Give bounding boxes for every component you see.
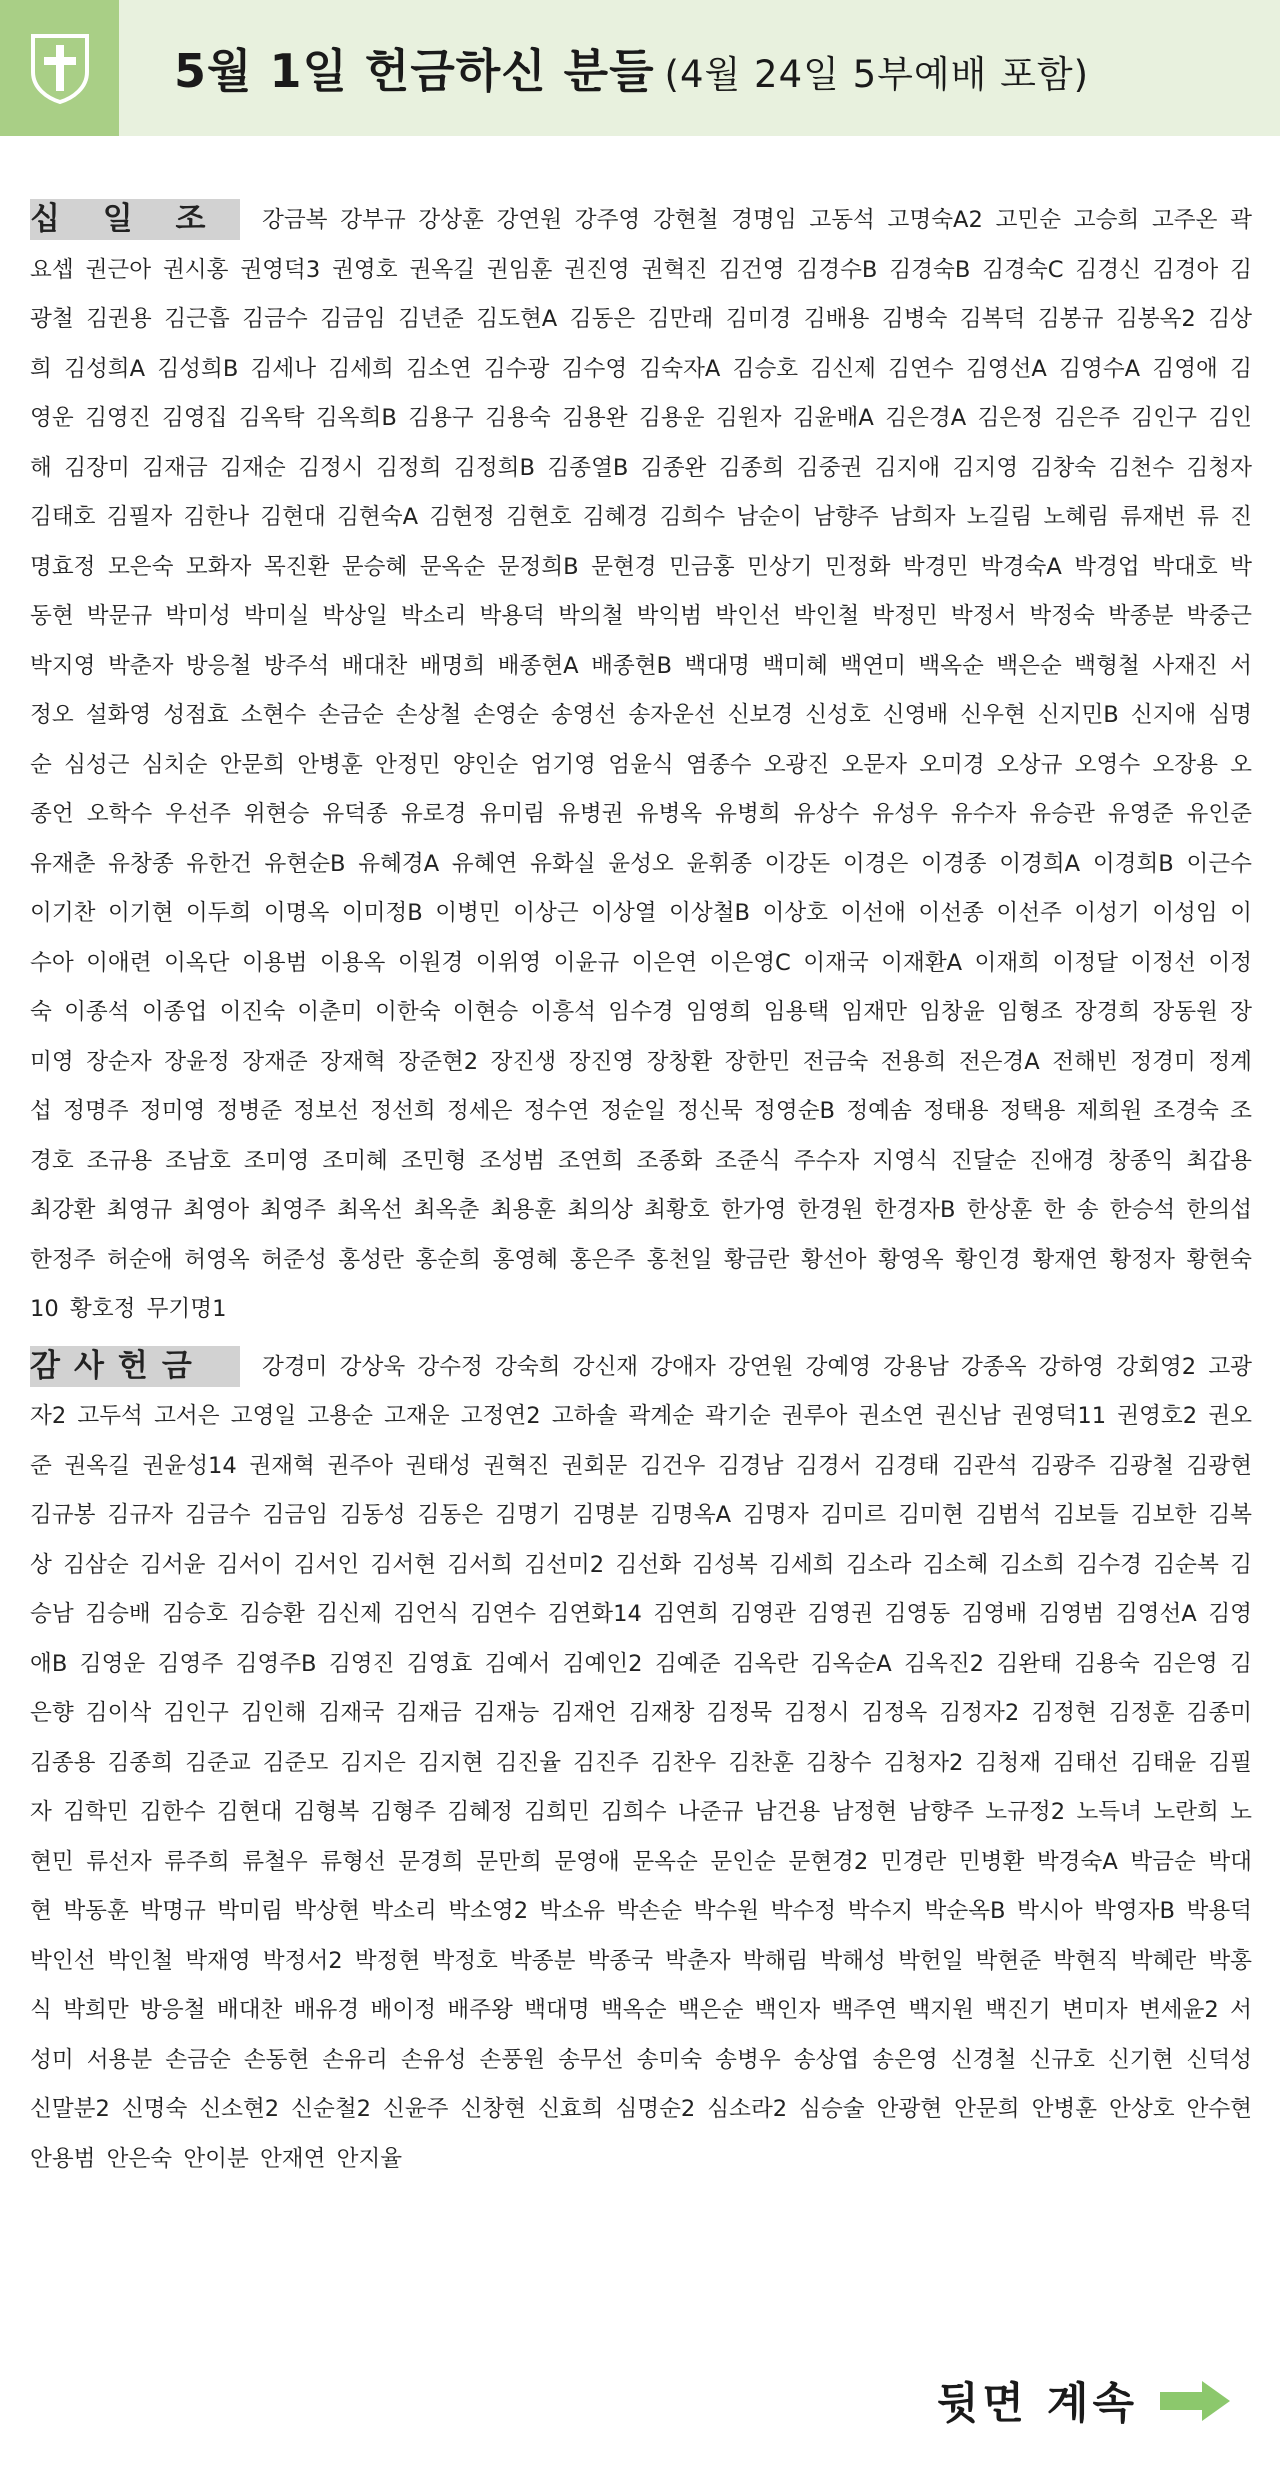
thanksgiving-names: 강경미 강상욱 강수정 강숙희 강신재 강애자 강연원 강예영 강용남 강종옥 강하영 강회영2 고광자2 고두석 고서은 고영일 고용순 고재운 고정연2 고하솔 곽계순 곽기순 권루아 권소연 권신남 권영덕11 권영호2 권오준 권옥길 권윤성14 권재혁 권주아 권태성 권혁진 권회문 김건우 김경남 김경서 김경태 김관석 김광주 김광철 김광현 김규봉 김규자 김금수 김금임 김동성 김동은 김명기 김명분 김명옥A 김명자 김미르 김미현 김범석 김보들 김보한 김복상 김삼순 김서윤 김서이 김서인 김서현 김서희 김선미2 김선화 김성복 김세희 김소라 김소혜 김소희 김수경 김순복 김승남 김승배 김승호 김승환 김신제 김언식 김연수 김연화14 김연희 김영관 김영권 김영동 김영배 김영범 김영선A 김영애B 김영운 김영주 김영주B 김영진 김영효 김예서 김예인2 김예준 김옥란 김옥순A 김옥진2 김완태 김용숙 김은영 김은향 김이삭 김인구 김인해 김재국 김재금 김재능 김재언 김재창 김정묵 김정시 김정옥 김정자2 김정현 김정훈 김종미 김종용 김종희 김준교 김준모 김지은 김지현 김진율 김진주 김찬우 김찬훈 김창수 김청자2 김청재 김태선 김태윤 김필자 김학민 김한수 김현대 김형복 김형주 김혜정 김희민 김희수 나준규 남건용 남정현 남향주 노규정2 노득녀 노란희 노현민 류선자 류주희 류철우 류형선 문경희 문만희 문영애 문옥순 문인순 문현경2 민경란 민병환 박경숙A 박금순 박대현 박동훈 박명규 박미림 박상현 박소리 박소영2 박소유 박손순 박수원 박수정 박수지 박순옥B 박시아 박영자B 박용덕 박인선 박인철 박재영 박정서2 박정현 박정호 박종분 박종국 박춘자 박해림 박해성 박헌일 박현준 박현직 박혜란 박홍식 박희만 방응철 배대찬 배유경 배이정 배주왕 백대명 백옥순 백은순 백인자 백주연 백지원 백진기 변미자 변세윤2 서성미 서용분 손금순 손동현 손유리 손유성 손풍원 송무선 송미숙 송병우 송상엽 송은영 신경철 신규호 신기현 신덕성 신말분2 신명숙 신소현2 신순철2 신윤주 신창현 신효희 심명순2 심소라2 심승술 안광현 안문희 안병훈 안상호 안수현 안용범 안은숙 안이분 안재연 안지율: [30, 1353, 1253, 2172]
arrow-right-icon: [1158, 2379, 1232, 2423]
church-cross-icon: [29, 32, 91, 104]
section-thanksgiving: [30, 1343, 1252, 2185]
thanksgiving-name-list: [30, 1343, 1252, 2185]
page-subtitle: (4월 24일 5부예배 포함): [664, 53, 1090, 96]
section-tithe: [30, 196, 1252, 1335]
donor-list: [30, 196, 1252, 2184]
page-title: [174, 35, 1089, 101]
continued-text: 뒷면 계속: [936, 2379, 1138, 2429]
tithe-names: 강금복 강부규 강상훈 강연원 강주영 강현철 경명임 고동석 고명숙A2 고민순 고승희 고주온 곽요셉 권근아 권시홍 권영덕3 권영호 권옥길 권임훈 권진영 권혁진 김건영 김경수B 김경숙B 김경숙C 김경신 김경아 김광철 김권용 김근흡 김금수 김금임 김년준 김도현A 김동은 김만래 김미경 김배용 김병숙 김복덕 김봉규 김봉옥2 김상희 김성희A 김성희B 김세나 김세희 김소연 김수광 김수영 김숙자A 김승호 김신제 김연수 김영선A 김영수A 김영애 김영운 김영진 김영집 김옥탁 김옥희B 김용구 김용숙 김용완 김용운 김원자 김윤배A 김은경A 김은정 김은주 김인구 김인해 김장미 김재금 김재순 김정시 김정희 김정희B 김종열B 김종완 김종희 김중권 김지애 김지영 김창숙 김천수 김청자 김태호 김필자 김한나 김현대 김현숙A 김현정 김현호 김혜경 김희수 남순이 남향주 남희자 노길림 노혜림 류재번 류 진 명효정 모은숙 모화자 목진환 문승혜 문옥순 문정희B 문현경 민금홍 민상기 민정화 박경민 박경숙A 박경업 박대호 박동현 박문규 박미성 박미실 박상일 박소리 박용덕 박의철 박익범 박인선 박인철 박정민 박정서 박정숙 박종분 박중근 박지영 박춘자 방응철 방주석 배대찬 배명희 배종현A 배종현B 백대명 백미혜 백연미 백옥순 백은순 백형철 사재진 서정오 설화영 성점효 소현수 손금순 손상철 손영순 송영선 송자운선 신보경 신성호 신영배 신우현 신지민B 신지애 심명순 심성근 심치순 안문희 안병훈 안정민 양인순 엄기영 엄윤식 염종수 오광진 오문자 오미경 오상규 오영수 오장용 오종언 오학수 우선주 위현승 유덕종 유로경 유미림 유병권 유병옥 유병희 유상수 유성우 유수자 유승관 유영준 유인준 유재춘 유창종 유한건 유현순B 유혜경A 유혜연 유화실 윤성오 윤휘종 이강돈 이경은 이경종 이경희A 이경희B 이근수 이기찬 이기현 이두희 이명옥 이미정B 이병민 이상근 이상열 이상철B 이상호 이선애 이선종 이선주 이성기 이성임 이수아 이애련 이옥단 이용범 이용옥 이원경 이위영 이윤규 이은연 이은영C 이재국 이재환A 이재희 이정달 이정선 이정숙 이종석 이종업 이진숙 이춘미 이한숙 이현승 이흥석 임수경 임영희 임용택 임재만 임창윤 임형조 장경희 장동원 장미영 장순자 장윤정 장재준 장재혁 장준현2 장진생 장진영 장창환 장한민 전금숙 전용희 전은경A 전해빈 정경미 정계섭 정명주 정미영 정병준 정보선 정선희 정세은 정수연 정순일 정신묵 정영순B 정예솜 정태용 정택용 제희원 조경숙 조경호 조규용 조남호 조미영 조미혜 조민형 조성범 조연희 조종화 조준식 주수자 지영식 진달순 진애경 창종익 최갑용 최강환 최영규 최영아 최영주 최옥선 최옥춘 최용훈 최의상 최황호 한가영 한경원 한경자B 한상훈 한 송 한승석 한의섭 한정주 허순애 허영옥 허준성 홍성란 홍순희 홍영혜 홍은주 홍천일 황금란 황선아 황영옥 황인경 황재연 황정자 황현숙10 황호정 무기명1: [30, 207, 1252, 1322]
page-title-main: 5월 1일 헌금하신 분들: [174, 44, 655, 98]
continued-note: [937, 2370, 1232, 2431]
section-label-tithe: 십 일 조: [30, 199, 240, 240]
logo: [0, 0, 119, 136]
section-label-thanksgiving: 감사헌금: [30, 1346, 240, 1387]
page-header: [0, 0, 1280, 136]
tithe-name-list: [30, 196, 1252, 1335]
